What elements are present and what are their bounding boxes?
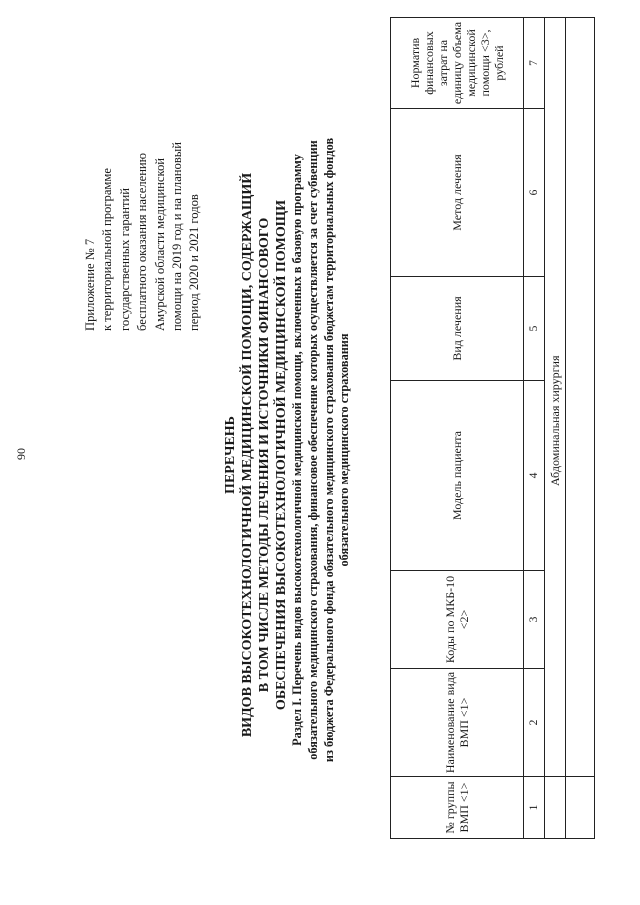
group-spacer (545, 777, 566, 839)
title-line: ВИДОВ ВЫСОКОТЕХНОЛОГИЧНОЙ МЕДИЦИНСКОЙ ПОМОЩИ, СОДЕРЖАЩИЙ (240, 172, 255, 738)
group-row (545, 18, 566, 839)
appendix-line: помощи на 2019 год и на плановый (170, 142, 185, 331)
header-cell: № группы ВМП <1> (391, 777, 524, 839)
appendix-line: Амурской области медицинской (152, 157, 167, 331)
appendix-line: период 2020 и 2021 годов (187, 194, 202, 331)
page-number: 90 (14, 448, 28, 460)
title-line: В ТОМ ЧИСЛЕ МЕТОДЫ ЛЕЧЕНИЯ И ИСТОЧНИКИ ФИНАНСОВОГО (257, 217, 272, 693)
appendix-line: Приложение № 7 (83, 238, 97, 331)
column-number: 6 (524, 109, 545, 277)
column-number: 2 (524, 669, 545, 777)
appendix-line: государственных гарантий (117, 188, 132, 331)
vmp-table (390, 17, 595, 839)
section-line: обязательного медицинского страхования (337, 333, 352, 567)
appendix-line: к территориальной программе (100, 168, 115, 331)
section-line: обязательного медицинского страхования, финансовое обеспечение которых осуществляется за счет субвенции (305, 140, 320, 760)
section-line: Раздел I. Перечень видов высокотехнологичной медицинской помощи, включенных в базовую программу (290, 154, 304, 746)
column-number: 3 (524, 571, 545, 669)
section-line: из бюджета Федерального фонда обязательного медицинского страхования бюджетам территориальных фондов (321, 137, 336, 763)
header-cell: Метод лечения (391, 109, 524, 277)
table-cell (566, 777, 595, 839)
column-number: 7 (524, 18, 545, 109)
column-number: 4 (524, 381, 545, 571)
column-number-row (524, 18, 545, 839)
header-cell: Модель пациента (391, 381, 524, 571)
table-cell (566, 18, 595, 777)
header-cell: Наименование вида ВМП <1> (391, 669, 524, 777)
column-number: 1 (524, 777, 545, 839)
document-title (222, 55, 290, 855)
table-row (566, 18, 595, 839)
appendix-block (82, 31, 204, 331)
title-line: ОБЕСПЕЧЕНИЯ ВЫСОКОТЕХНОЛОГИЧНОЙ МЕДИЦИНСКОЙ ПОМОЩИ (274, 199, 289, 711)
title-line: ПЕРЕЧЕНЬ (223, 416, 238, 494)
header-cell: Коды по МКБ-10 <2> (391, 571, 524, 669)
header-cell: Вид лечения (391, 277, 524, 381)
column-number: 5 (524, 277, 545, 381)
section-heading (290, 35, 353, 865)
table-header-row (391, 18, 524, 839)
header-cell: Норматив финансовых затрат на единицу объема медицинской помощи <3>, рублей (391, 18, 524, 109)
group-label: Абдоминальная хирургия (545, 18, 566, 777)
appendix-line: бесплатного оказания населению (135, 152, 150, 331)
